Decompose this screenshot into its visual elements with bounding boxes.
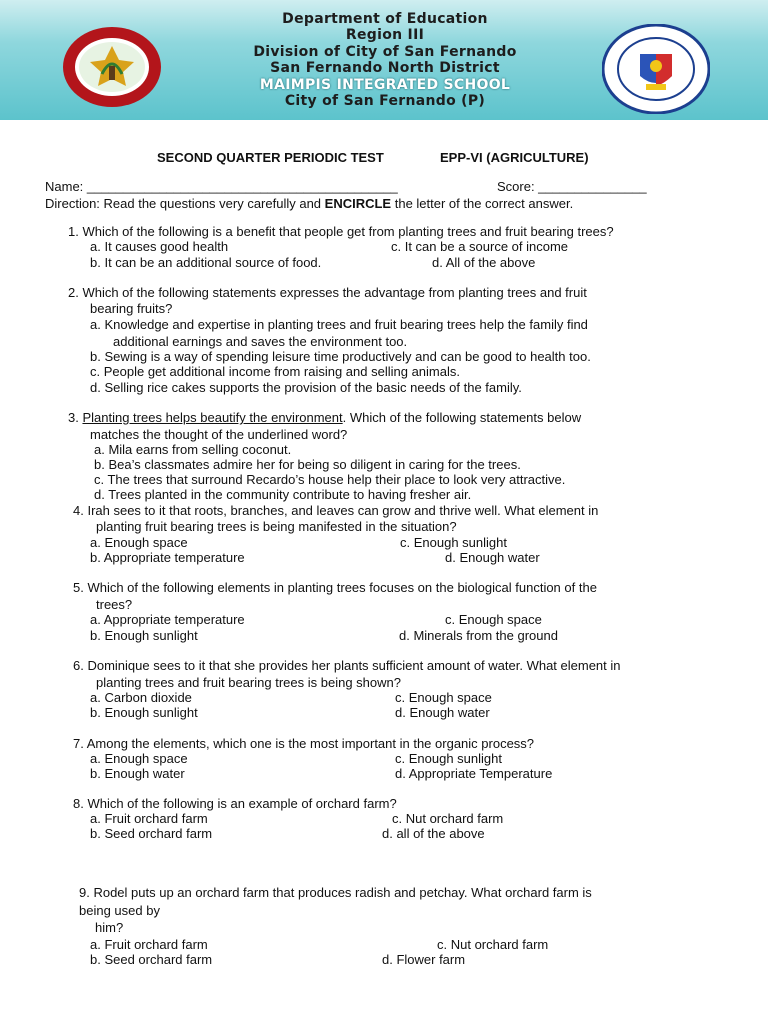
question-4: 4. Irah sees to it that roots, branches, and leaves can grow and thrive well. What element in [73,503,599,518]
question-5-cont: trees? [96,597,133,612]
q3-choice-d[interactable]: d. Trees planted in the community contribute to having fresher air. [94,487,472,502]
directions: Direction: Read the questions very carefully and ENCIRCLE the letter of the correct answer. [45,196,574,211]
question-3: 3. Planting trees helps beautify the environment. Which of the following statements below [68,410,582,425]
header-line-division: Division of City of San Fernando [253,43,517,60]
q1-choice-c[interactable]: c. It can be a source of income [391,239,569,254]
question-9-cont: being used by [79,903,160,918]
underlined-phrase: Planting trees helps beautify the environment [82,410,343,425]
question-6-cont: planting trees and fruit bearing trees is being shown? [96,675,401,690]
q9-choice-b[interactable]: b. Seed orchard farm [90,952,213,967]
q8-choice-a[interactable]: a. Fruit orchard farm [90,811,208,826]
header-line-city: City of San Fernando (P) [284,93,486,110]
q9-choice-d[interactable]: d. Flower farm [382,952,466,967]
q8-choice-b[interactable]: b. Seed orchard farm [90,826,213,841]
question-3-cont: matches the thought of the underlined word? [90,427,348,442]
header-line-region: Region III [345,27,425,44]
question-2: 2. Which of the following statements expresses the advantage from planting trees and fruit [68,285,587,300]
q5-choice-a[interactable]: a. Appropriate temperature [90,612,245,627]
q8-choice-d[interactable]: d. all of the above [382,826,485,841]
question-1: 1. Which of the following is a benefit that people get from planting trees and fruit bearing trees? [68,224,614,239]
score-field[interactable]: Score: _______________ [497,179,647,194]
q4-choice-b[interactable]: b. Appropriate temperature [90,550,245,565]
header-line-department: Department of Education [282,11,488,27]
name-field[interactable]: Name: ___________________________________________ [45,179,398,194]
q3-choice-c[interactable]: c. The trees that surround Recardo’s house help their place to look very attractive. [94,472,566,487]
q4-choice-c[interactable]: c. Enough sunlight [400,535,507,550]
q7-choice-d[interactable]: d. Appropriate Temperature [395,766,553,781]
header-line-district: San Fernando North District [270,60,500,77]
q2-choice-a-cont: additional earnings and saves the environment too. [113,334,408,349]
q1-choice-b[interactable]: b. It can be an additional source of food. [90,255,322,270]
question-5: 5. Which of the following elements in planting trees focuses on the biological function of the [73,580,597,595]
q2-choice-b[interactable]: b. Sewing is a way of spending leisure time productively and can be good to health too. [90,349,591,364]
question-7: 7. Among the elements, which one is the most important in the organic process? [73,736,535,751]
q1-choice-a[interactable]: a. It causes good health [90,239,229,254]
q3-choice-a[interactable]: a. Mila earns from selling coconut. [94,442,292,457]
q9-choice-a[interactable]: a. Fruit orchard farm [90,937,208,952]
q5-choice-d[interactable]: d. Minerals from the ground [399,628,558,643]
q5-choice-c[interactable]: c. Enough space [445,612,542,627]
q6-choice-d[interactable]: d. Enough water [395,705,490,720]
q4-choice-a[interactable]: a. Enough space [90,535,188,550]
header-line-school: MAIMPIS INTEGRATED SCHOOL [259,76,511,93]
question-9-cont2: him? [95,920,124,935]
q6-choice-a[interactable]: a. Carbon dioxide [90,690,192,705]
question-9: 9. Rodel puts up an orchard farm that produces radish and petchay. What orchard farm is [79,885,592,900]
question-8: 8. Which of the following is an example of orchard farm? [73,796,397,811]
question-2-cont: bearing fruits? [90,301,173,316]
question-6: 6. Dominique sees to it that she provides her plants sufficient amount of water. What element in [73,658,621,673]
q2-choice-d[interactable]: d. Selling rice cakes supports the provision of the basic needs of the family. [90,380,522,395]
q5-choice-b[interactable]: b. Enough sunlight [90,628,198,643]
q2-choice-a[interactable]: a. Knowledge and expertise in planting trees and fruit bearing trees help the family find [90,317,588,332]
q7-choice-c[interactable]: c. Enough sunlight [395,751,502,766]
q2-choice-c[interactable]: c. People get additional income from raising and selling animals. [90,364,460,379]
q8-choice-c[interactable]: c. Nut orchard farm [392,811,504,826]
q7-choice-b[interactable]: b. Enough water [90,766,185,781]
q6-choice-c[interactable]: c. Enough space [395,690,492,705]
test-subject: EPP-VI (AGRICULTURE) [440,150,589,165]
q4-choice-d[interactable]: d. Enough water [445,550,540,565]
test-title: SECOND QUARTER PERIODIC TEST [157,150,384,165]
question-4-cont: planting fruit bearing trees is being manifested in the situation? [96,519,457,534]
q3-choice-b[interactable]: b. Bea’s classmates admire her for being so diligent in caring for the trees. [94,457,521,472]
q1-choice-d[interactable]: d. All of the above [432,255,536,270]
q6-choice-b[interactable]: b. Enough sunlight [90,705,198,720]
q9-choice-c[interactable]: c. Nut orchard farm [437,937,549,952]
q7-choice-a[interactable]: a. Enough space [90,751,188,766]
